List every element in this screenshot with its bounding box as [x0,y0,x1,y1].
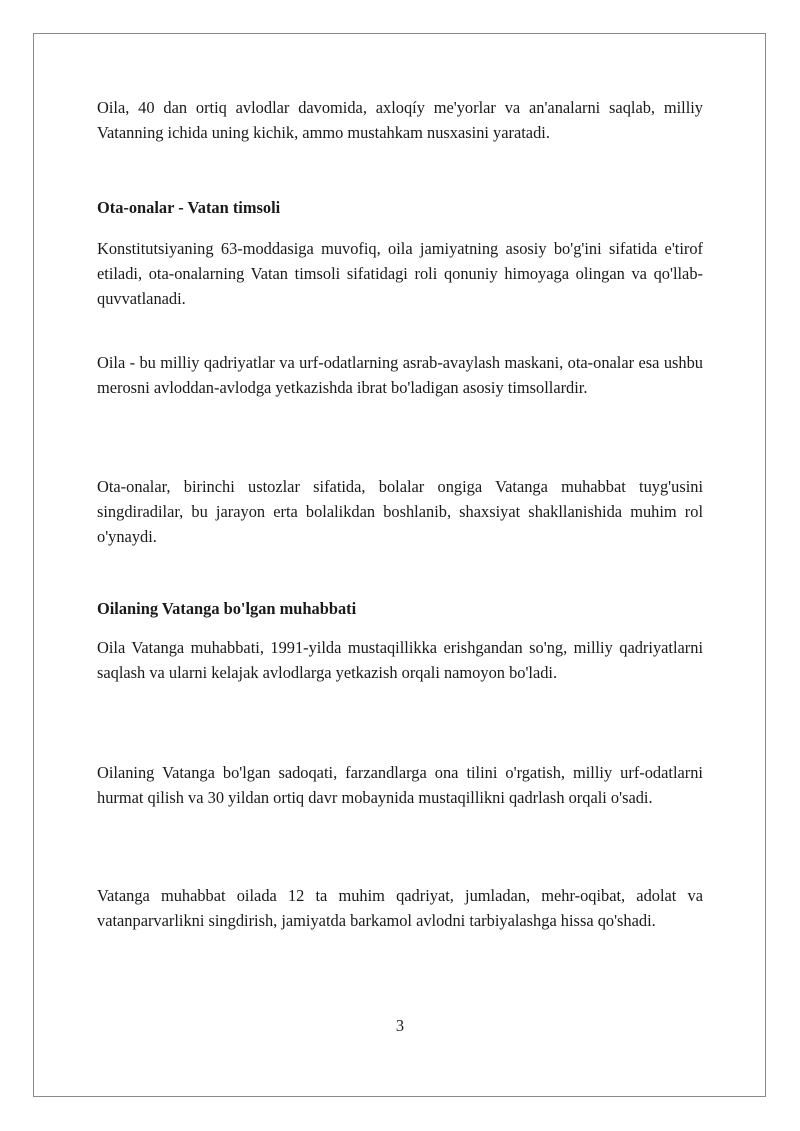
heading-family-love: Oilaning Vatanga bo'lgan muhabbati [97,599,357,618]
paragraph-constitution: Konstitutsiyaning 63-moddasiga muvofiq, oila jamiyatning asosiy bo'g'ini sifatida e'tirof etiladi, ota-onalarning Vatan timsoli sifatidagi roli qonuniy himoyaga olingan va qo'llab-quvvatlanadi. [97,239,703,308]
paragraph-intro: Oila, 40 dan ortiq avlodlar davomida, axloqíy me'yorlar va an'analarni saqlab, milliy Vatanning ichida uning kichik, ammo mustahkam nusxasini yaratadi. [97,98,703,142]
paragraph-family-values: Oila - bu milliy qadriyatlar va urf-odatlarning asrab-avaylash maskani, ota-onalar esa ushbu merosni avloddan-avlodga yetkazishda ibrat bo'ladigan asosiy timsollardir. [97,353,703,397]
paragraph-devotion: Oilaning Vatanga bo'lgan sadoqati, farzandlarga ona tilini o'rgatish, milliy urf-odatlarni hurmat qilish va 30 yildan ortiq davr mobaynida mustaqillikni qadrlash orqali o'sadi. [97,763,703,807]
heading-parents-symbol: Ota-onalar - Vatan timsoli [97,198,281,217]
page-number: 3 [395,1016,405,1035]
paragraph-twelve-values: Vatanga muhabbat oilada 12 ta muhim qadriyat, jumladan, mehr-oqibat, adolat va vatanparvarlikni singdirish, jamiyatda barkamol avlodni tarbiyalashga hissa qo'shadi. [97,886,703,930]
paragraph-first-teachers: Ota-onalar, birinchi ustozlar sifatida, bolalar ongiga Vatanga muhabbat tuyg'usini singdiradilar, bu jarayon erta bolalikdan boshlanib, shaxsiyat shakllanishida muhim rol o'ynaydi. [97,477,703,546]
page-border [33,33,766,1097]
paragraph-independence: Oila Vatanga muhabbati, 1991-yilda mustaqillikka erishgandan so'ng, milliy qadriyatlarni saqlash va ularni kelajak avlodlarga yetkazish orqali namoyon bo'ladi. [97,638,703,682]
